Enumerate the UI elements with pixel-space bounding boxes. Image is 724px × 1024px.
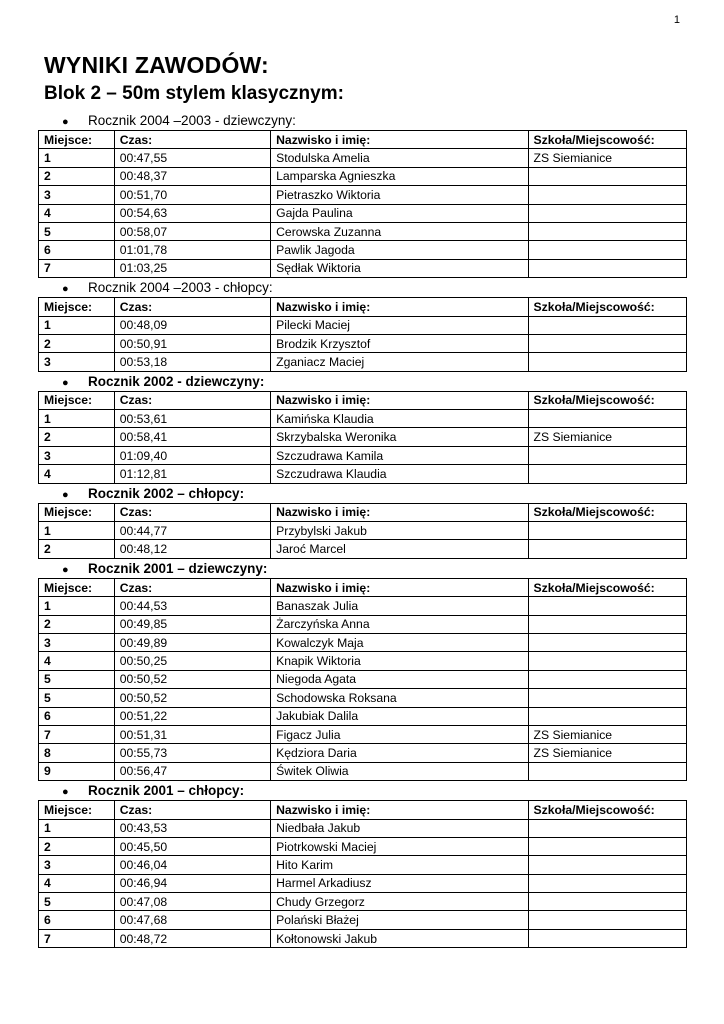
table-row [39, 689, 687, 707]
cell-school [528, 819, 687, 837]
results-table [38, 297, 687, 372]
cell-school [528, 929, 687, 947]
cell-name: Jaroć Marcel [271, 540, 528, 558]
results-table [38, 503, 687, 559]
cell-time: 01:09,40 [114, 446, 270, 464]
cell-place: 4 [39, 204, 115, 222]
table-row [39, 744, 687, 762]
column-header-time: Czas: [114, 391, 270, 409]
section-heading-text: Rocznik 2001 – dziewczyny: [88, 560, 268, 576]
bullet-icon: ● [62, 376, 69, 389]
cell-name: Gajda Paulina [271, 204, 528, 222]
column-header-name: Nazwisko i imię: [271, 298, 528, 316]
table-row [39, 204, 687, 222]
cell-time: 00:56,47 [114, 762, 270, 780]
table-row [39, 465, 687, 483]
cell-time: 00:46,94 [114, 874, 270, 892]
cell-school: ZS Siemianice [528, 744, 687, 762]
cell-place: 3 [39, 633, 115, 651]
cell-name: Lamparska Agnieszka [271, 167, 528, 185]
section-heading-text: Rocznik 2004 –2003 - chłopcy: [88, 280, 273, 296]
cell-time: 00:51,70 [114, 186, 270, 204]
column-header-school: Szkoła/Miejscowość: [528, 298, 687, 316]
cell-place: 2 [39, 334, 115, 352]
table-row [39, 856, 687, 874]
cell-place: 1 [39, 410, 115, 428]
table-row [39, 929, 687, 947]
table-row [39, 874, 687, 892]
cell-school [528, 652, 687, 670]
cell-time: 00:49,85 [114, 615, 270, 633]
cell-time: 01:01,78 [114, 241, 270, 259]
bullet-icon: ● [62, 488, 69, 501]
cell-place: 4 [39, 874, 115, 892]
bullet-icon: ● [62, 786, 69, 799]
cell-place: 1 [39, 522, 115, 540]
cell-place: 5 [39, 222, 115, 240]
table-row [39, 540, 687, 558]
table-header-row [39, 131, 687, 149]
cell-school: ZS Siemianice [528, 149, 687, 167]
table-row [39, 837, 687, 855]
cell-name: Knapik Wiktoria [271, 652, 528, 670]
cell-time: 00:48,72 [114, 929, 270, 947]
table-row [39, 652, 687, 670]
cell-school [528, 856, 687, 874]
cell-school [528, 837, 687, 855]
column-header-time: Czas: [114, 503, 270, 521]
cell-time: 00:49,89 [114, 633, 270, 651]
cell-name: Kamińska Klaudia [271, 410, 528, 428]
cell-time: 00:44,77 [114, 522, 270, 540]
section-heading [38, 372, 687, 391]
cell-name: Niegoda Agata [271, 670, 528, 688]
table-row [39, 410, 687, 428]
cell-place: 1 [39, 819, 115, 837]
table-header-row [39, 503, 687, 521]
cell-place: 1 [39, 597, 115, 615]
column-header-place: Miejsce: [39, 298, 115, 316]
cell-school [528, 893, 687, 911]
table-row [39, 597, 687, 615]
column-header-time: Czas: [114, 131, 270, 149]
cell-place: 3 [39, 446, 115, 464]
cell-place: 9 [39, 762, 115, 780]
column-header-place: Miejsce: [39, 131, 115, 149]
cell-name: Brodzik Krzysztof [271, 334, 528, 352]
cell-place: 1 [39, 316, 115, 334]
cell-school [528, 334, 687, 352]
cell-name: Polański Błażej [271, 911, 528, 929]
section-heading [38, 781, 687, 800]
cell-name: Żarczyńska Anna [271, 615, 528, 633]
cell-school [528, 522, 687, 540]
cell-place: 1 [39, 149, 115, 167]
bullet-icon: ● [62, 563, 69, 576]
column-header-time: Czas: [114, 578, 270, 596]
column-header-time: Czas: [114, 298, 270, 316]
cell-school [528, 259, 687, 277]
cell-name: Cerowska Zuzanna [271, 222, 528, 240]
cell-time: 00:51,31 [114, 725, 270, 743]
cell-school [528, 446, 687, 464]
cell-time: 00:47,08 [114, 893, 270, 911]
column-header-school: Szkoła/Miejscowość: [528, 801, 687, 819]
table-row [39, 615, 687, 633]
cell-school [528, 633, 687, 651]
section-heading-text: Rocznik 2004 –2003 - dziewczyny: [88, 113, 296, 128]
cell-time: 01:03,25 [114, 259, 270, 277]
table-row [39, 893, 687, 911]
cell-time: 00:43,53 [114, 819, 270, 837]
column-header-school: Szkoła/Miejscowość: [528, 131, 687, 149]
cell-name: Schodowska Roksana [271, 689, 528, 707]
table-row [39, 186, 687, 204]
cell-school [528, 186, 687, 204]
cell-place: 6 [39, 241, 115, 259]
cell-school: ZS Siemianice [528, 428, 687, 446]
cell-place: 2 [39, 167, 115, 185]
column-header-name: Nazwisko i imię: [271, 131, 528, 149]
cell-school [528, 874, 687, 892]
cell-name: Szczudrawa Kamila [271, 446, 528, 464]
column-header-school: Szkoła/Miejscowość: [528, 503, 687, 521]
cell-time: 00:58,07 [114, 222, 270, 240]
cell-place: 5 [39, 670, 115, 688]
cell-name: Chudy Grzegorz [271, 893, 528, 911]
column-header-time: Czas: [114, 801, 270, 819]
column-header-name: Nazwisko i imię: [271, 503, 528, 521]
cell-time: 00:45,50 [114, 837, 270, 855]
cell-time: 00:50,25 [114, 652, 270, 670]
cell-place: 6 [39, 911, 115, 929]
section-heading [38, 111, 687, 130]
cell-time: 00:51,22 [114, 707, 270, 725]
section-heading-text: Rocznik 2002 - dziewczyny: [88, 373, 265, 389]
results-table [38, 578, 687, 781]
results-table [38, 391, 687, 484]
column-header-place: Miejsce: [39, 503, 115, 521]
cell-time: 00:48,37 [114, 167, 270, 185]
cell-school [528, 222, 687, 240]
cell-place: 3 [39, 856, 115, 874]
cell-time: 00:50,91 [114, 334, 270, 352]
cell-school [528, 167, 687, 185]
section-heading-text: Rocznik 2002 – chłopcy: [88, 485, 245, 501]
cell-name: Zganiacz Maciej [271, 353, 528, 371]
column-header-name: Nazwisko i imię: [271, 801, 528, 819]
cell-school [528, 762, 687, 780]
cell-school [528, 204, 687, 222]
cell-place: 8 [39, 744, 115, 762]
section-heading-text: Rocznik 2001 – chłopcy: [88, 783, 245, 799]
table-header-row [39, 298, 687, 316]
cell-time: 00:54,63 [114, 204, 270, 222]
cell-school [528, 615, 687, 633]
cell-name: Banaszak Julia [271, 597, 528, 615]
cell-time: 00:47,68 [114, 911, 270, 929]
cell-school [528, 410, 687, 428]
section-heading [38, 278, 687, 297]
cell-name: Figacz Julia [271, 725, 528, 743]
document-title: WYNIKI ZAWODÓW: [44, 52, 269, 78]
cell-name: Przybylski Jakub [271, 522, 528, 540]
table-header-row [39, 801, 687, 819]
cell-time: 00:50,52 [114, 670, 270, 688]
cell-time: 00:44,53 [114, 597, 270, 615]
table-header-row [39, 578, 687, 596]
cell-place: 5 [39, 893, 115, 911]
cell-time: 00:53,18 [114, 353, 270, 371]
cell-place: 7 [39, 725, 115, 743]
table-row [39, 670, 687, 688]
table-row [39, 762, 687, 780]
cell-name: Sędłak Wiktoria [271, 259, 528, 277]
table-row [39, 633, 687, 651]
cell-school [528, 689, 687, 707]
block-subtitle: Blok 2 – 50m stylem klasycznym: [44, 83, 344, 104]
cell-name: Hito Karim [271, 856, 528, 874]
column-header-school: Szkoła/Miejscowość: [528, 391, 687, 409]
cell-school [528, 241, 687, 259]
results-table [38, 800, 687, 948]
cell-name: Kołtonowski Jakub [271, 929, 528, 947]
table-row [39, 353, 687, 371]
cell-time: 00:48,09 [114, 316, 270, 334]
cell-place: 7 [39, 929, 115, 947]
cell-name: Skrzybalska Weronika [271, 428, 528, 446]
table-row [39, 167, 687, 185]
cell-place: 2 [39, 837, 115, 855]
cell-name: Kowalczyk Maja [271, 633, 528, 651]
table-row [39, 259, 687, 277]
table-row [39, 522, 687, 540]
cell-time: 00:55,73 [114, 744, 270, 762]
cell-school: ZS Siemianice [528, 725, 687, 743]
column-header-name: Nazwisko i imię: [271, 391, 528, 409]
cell-school [528, 353, 687, 371]
table-row [39, 334, 687, 352]
bullet-icon: ● [62, 116, 69, 128]
cell-time: 01:12,81 [114, 465, 270, 483]
cell-name: Niedbała Jakub [271, 819, 528, 837]
section-heading [38, 484, 687, 503]
cell-place: 7 [39, 259, 115, 277]
cell-name: Stodulska Amelia [271, 149, 528, 167]
cell-school [528, 707, 687, 725]
cell-time: 00:48,12 [114, 540, 270, 558]
cell-school [528, 597, 687, 615]
column-header-place: Miejsce: [39, 578, 115, 596]
cell-place: 3 [39, 186, 115, 204]
cell-school [528, 316, 687, 334]
table-row [39, 725, 687, 743]
column-header-school: Szkoła/Miejscowość: [528, 578, 687, 596]
table-row [39, 446, 687, 464]
table-row [39, 819, 687, 837]
table-row [39, 241, 687, 259]
bullet-icon: ● [62, 283, 69, 296]
cell-place: 5 [39, 689, 115, 707]
cell-name: Pawlik Jagoda [271, 241, 528, 259]
cell-name: Kędziora Daria [271, 744, 528, 762]
cell-place: 2 [39, 428, 115, 446]
cell-name: Świtek Oliwia [271, 762, 528, 780]
column-header-place: Miejsce: [39, 801, 115, 819]
column-header-place: Miejsce: [39, 391, 115, 409]
column-header-name: Nazwisko i imię: [271, 578, 528, 596]
cell-place: 2 [39, 615, 115, 633]
cell-name: Piotrkowski Maciej [271, 837, 528, 855]
cell-time: 00:58,41 [114, 428, 270, 446]
cell-place: 6 [39, 707, 115, 725]
cell-place: 3 [39, 353, 115, 371]
section-heading [38, 559, 687, 578]
cell-place: 4 [39, 465, 115, 483]
cell-school [528, 540, 687, 558]
cell-name: Pietraszko Wiktoria [271, 186, 528, 204]
cell-school [528, 911, 687, 929]
table-row [39, 911, 687, 929]
cell-time: 00:46,04 [114, 856, 270, 874]
cell-time: 00:47,55 [114, 149, 270, 167]
cell-name: Harmel Arkadiusz [271, 874, 528, 892]
table-row [39, 316, 687, 334]
table-row [39, 149, 687, 167]
cell-school [528, 670, 687, 688]
cell-name: Jakubiak Dalila [271, 707, 528, 725]
table-header-row [39, 391, 687, 409]
results-sections [38, 111, 687, 948]
cell-name: Szczudrawa Klaudia [271, 465, 528, 483]
cell-time: 00:50,52 [114, 689, 270, 707]
table-row [39, 707, 687, 725]
cell-school [528, 465, 687, 483]
cell-place: 2 [39, 540, 115, 558]
cell-place: 4 [39, 652, 115, 670]
table-row [39, 428, 687, 446]
table-row [39, 222, 687, 240]
page-number: 1 [673, 14, 680, 26]
cell-time: 00:53,61 [114, 410, 270, 428]
results-table [38, 130, 687, 278]
cell-name: Pilecki Maciej [271, 316, 528, 334]
